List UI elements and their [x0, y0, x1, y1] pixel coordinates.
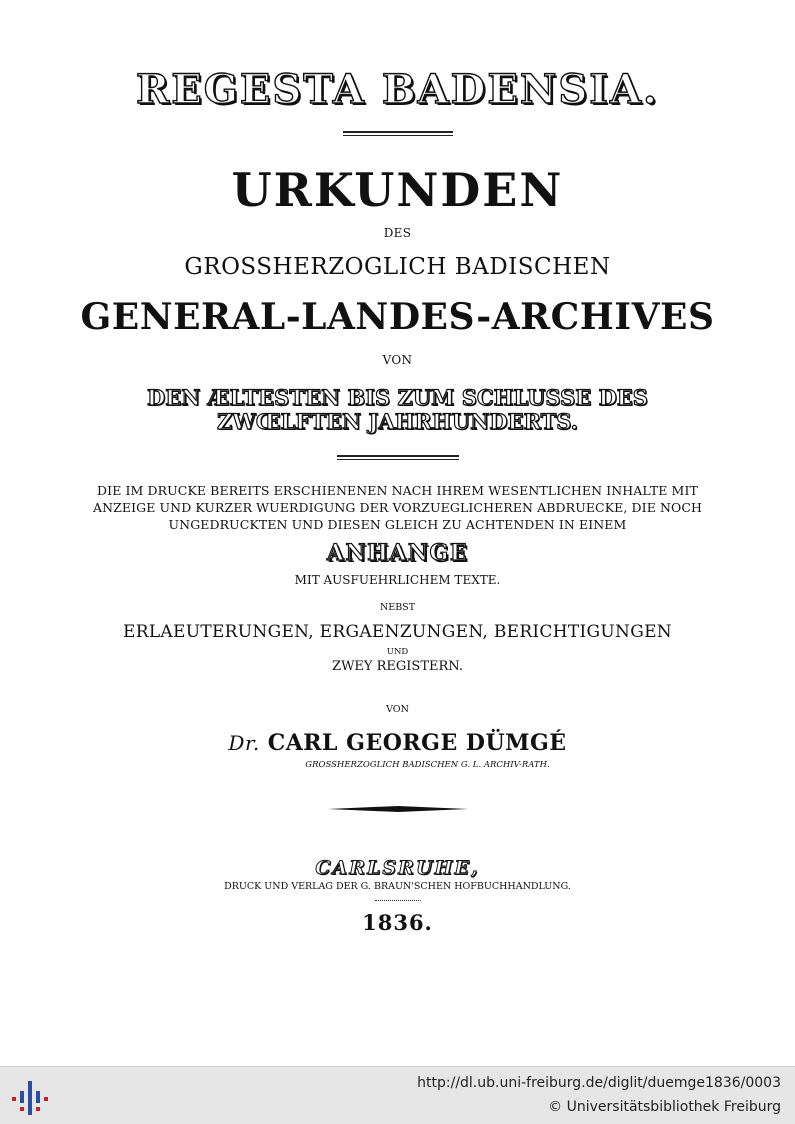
von-label-2: VON: [386, 704, 409, 715]
year: 1836.: [362, 910, 433, 935]
middle-rule: [337, 455, 459, 460]
zwey-registern: ZWEY REGISTERN.: [332, 659, 463, 674]
des-label: DES: [383, 226, 412, 240]
viewer-footer: [0, 1066, 795, 1124]
author-role: GROSSHERZOGLICH BADISCHEN G. L. ARCHIV-RATH.: [305, 760, 550, 770]
top-rule: [343, 131, 453, 136]
ub-freiburg-logo-icon: [8, 1077, 54, 1117]
copyright-notice: © Universitätsbibliothek Freiburg: [548, 1099, 781, 1115]
place: CARLSRUHE,: [315, 857, 480, 879]
erlaeuterungen-line: ERLAEUTERUNGEN, ERGAENZUNGEN, BERICHTIGUNGEN: [123, 622, 672, 642]
grossherzoglich-line: GROSSHERZOGLICH BADISCHEN: [184, 254, 611, 280]
publisher: DRUCK UND VERLAG DER G. BRAUN'SCHEN HOFBUCHHANDLUNG.: [224, 881, 571, 892]
nebst-label: NEBST: [379, 602, 416, 613]
von-label-1: VON: [382, 353, 413, 367]
archives-line: GENERAL-LANDES-ARCHIVES: [80, 296, 715, 338]
subtitle-line-2: ZWŒLFTEN JAHRHUNDERTS.: [216, 409, 579, 434]
dotted-rule: [375, 900, 421, 901]
description-line-1: DIE IM DRUCKE BEREITS ERSCHIENENEN NACH IHREM WESENTLICHEN INHALTE MIT: [97, 483, 698, 498]
und-label: UND: [386, 647, 409, 657]
mit-texte: MIT AUSFUEHRLICHEM TEXTE.: [294, 573, 501, 587]
author-name: CARL GEORGE DÜMGÉ: [267, 730, 567, 756]
series-title: REGESTA BADENSIA.: [136, 66, 659, 113]
author-prefix: Dr.: [228, 731, 260, 755]
description-line-3: UNGEDRUCKTEN UND DIESEN GLEICH ZU ACHTENDEN IN EINEM: [168, 517, 627, 532]
author-line: [0, 730, 795, 756]
ornamental-rule: [328, 803, 468, 815]
main-title: URKUNDEN: [231, 163, 564, 217]
subtitle-line-1: DEN ÆLTESTEN BIS ZUM SCHLUSSE DES: [147, 385, 648, 410]
permalink-url[interactable]: http://dl.ub.uni-freiburg.de/diglit/duemge1836/0003: [417, 1075, 781, 1091]
description-line-2: ANZEIGE UND KURZER WUERDIGUNG DER VORZUEGLICHEREN ABDRUECKE, DIE NOCH: [92, 500, 703, 515]
anhange-heading: ANHANGE: [326, 540, 469, 566]
